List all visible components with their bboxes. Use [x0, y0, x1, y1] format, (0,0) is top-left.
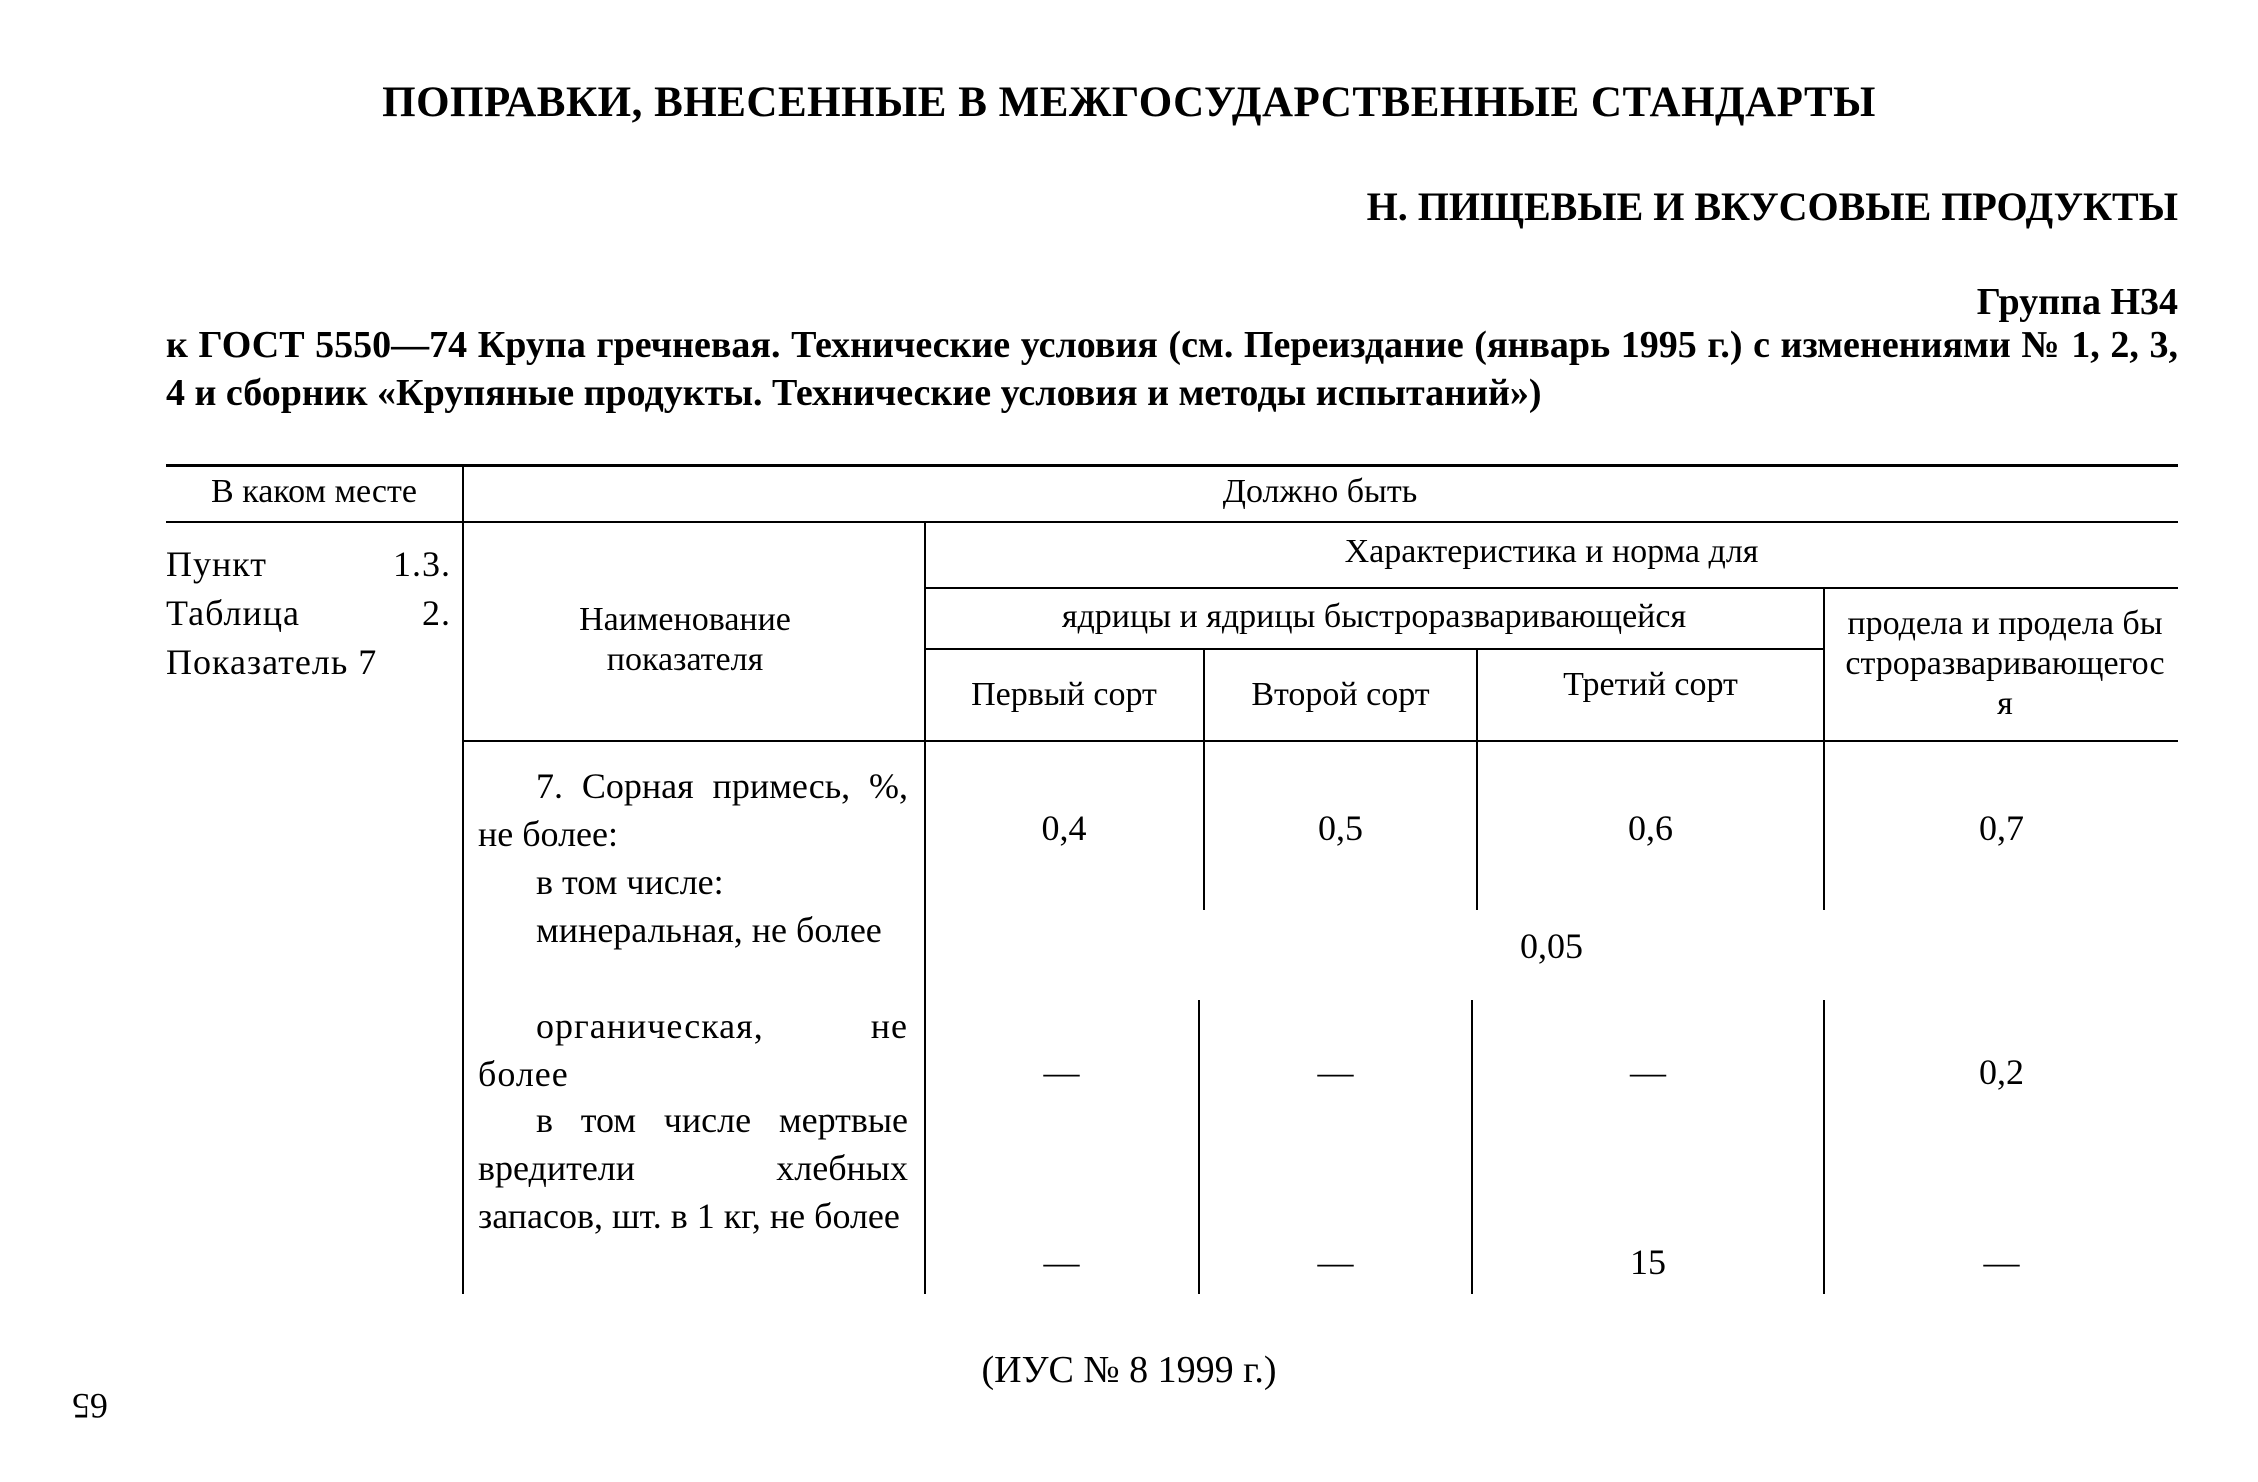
- footer-source: (ИУС № 8 1999 г.): [981, 1349, 1277, 1391]
- grade-header-2: Второй сорт: [1251, 676, 1430, 713]
- prodel-header: продела и продела быстроразваривающегося: [1845, 605, 2165, 722]
- grade-header-3: Третий сорт: [1563, 666, 1738, 703]
- grade-header-1: Первый сорт: [971, 676, 1157, 713]
- indicator-name-header: Наименование показателя: [579, 601, 791, 678]
- row-3-value-3: —: [1630, 1052, 1666, 1092]
- col-where-header: В каком месте: [211, 473, 417, 510]
- grades-rule: [925, 648, 1825, 650]
- row-3-value-1: —: [1043, 1052, 1080, 1092]
- col-should-be-header: Должно быть: [1222, 473, 1418, 510]
- yadritsa-header: ядрицы и ядрицы быстроразваривающейся: [1061, 598, 1687, 635]
- row-4-name: в том числе мертвые вредители хлебных запасов, шт. в 1 кг, не более: [478, 1100, 908, 1236]
- row-1-value-3: 0,6: [1628, 808, 1673, 848]
- where-value: Пункт 1.3. Таблица 2. Показатель 7: [166, 544, 451, 682]
- characteristic-rule: [925, 587, 2178, 589]
- document-title: ПОПРАВКИ, ВНЕСЕННЫЕ В МЕЖГОСУДАРСТВЕННЫЕ СТАНДАРТЫ: [382, 79, 1876, 126]
- row-2-name: минеральная, не более: [536, 910, 882, 950]
- row-1-value-1: 0,4: [1041, 808, 1087, 848]
- characteristic-header: Характеристика и норма для: [1344, 533, 1759, 570]
- standard-reference: к ГОСТ 5550—74 Крупа гречневая. Технические условия (см. Переиздание (январь 1995 г.) с изменениями № 1, 2, 3, 4 и сборник «Крупяные продукты. Технические условия и методы испытаний»): [166, 324, 2178, 414]
- row-4-value-3: 15: [1630, 1242, 1666, 1282]
- row-3-value-4: 0,2: [1979, 1052, 2024, 1092]
- table-top-rule: [166, 464, 2178, 467]
- row-3-value-2: —: [1317, 1052, 1354, 1092]
- row-1-name: 7. Сорная примесь, %, не более:: [478, 766, 908, 854]
- group-code: Группа Н34: [1976, 281, 2178, 323]
- row-4-value-1: —: [1043, 1242, 1080, 1282]
- row-1-value-2: 0,5: [1318, 808, 1363, 848]
- row-1-value-4: 0,7: [1979, 808, 2024, 848]
- col-divider-grade3-top: [1823, 587, 1825, 910]
- subheader-bottom-rule: [462, 740, 2178, 742]
- header-bottom-rule: [166, 521, 2178, 523]
- page-number: 65: [72, 1386, 108, 1426]
- row-3-name: органическая, не более: [478, 1006, 908, 1094]
- row-4-value-4: —: [1983, 1242, 2020, 1282]
- row-1-sub: в том числе:: [536, 862, 724, 902]
- row-2-merged-value: 0,05: [1520, 926, 1583, 966]
- section-title: Н. ПИЩЕВЫЕ И ВКУСОВЫЕ ПРОДУКТЫ: [1366, 184, 2178, 229]
- row-4-value-2: —: [1317, 1242, 1354, 1282]
- col-divider-where: [462, 464, 464, 1294]
